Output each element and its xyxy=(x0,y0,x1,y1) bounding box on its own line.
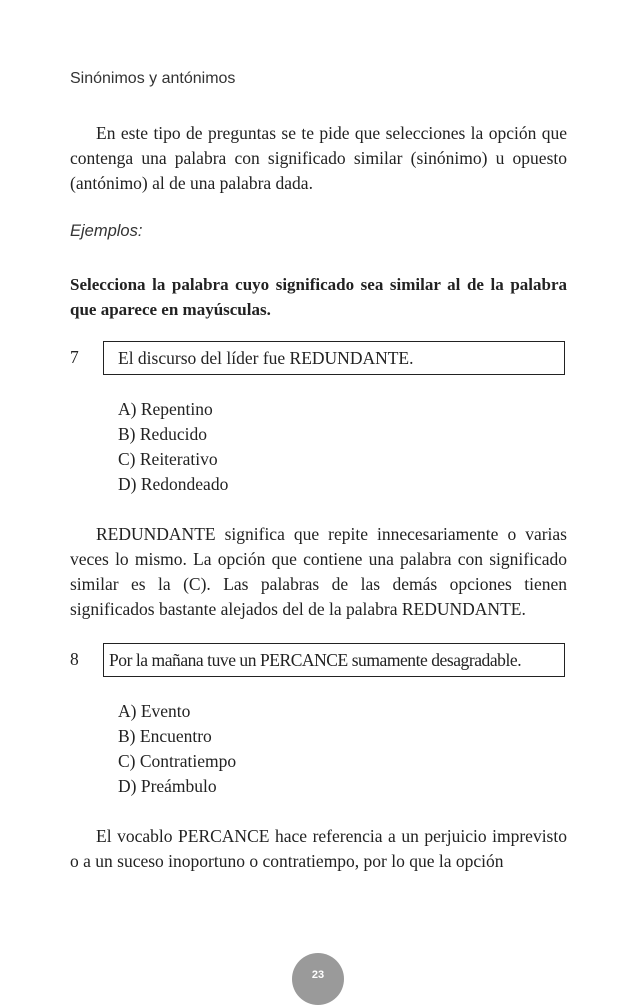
question-prompt-box: Por la mañana tuve un PERCANCE sumamente desagradable. xyxy=(103,643,565,677)
question-options xyxy=(118,699,236,799)
question-number: 7 xyxy=(70,347,79,367)
option-c: C) Reiterativo xyxy=(118,449,218,469)
option-a: A) Repentino xyxy=(118,399,213,419)
question-prompt-box: El discurso del líder fue REDUNDANTE. xyxy=(103,341,565,375)
option-d: D) Preámbulo xyxy=(118,776,217,796)
explanation-paragraph: El vocablo PERCANCE hace referencia a un perjuicio imprevisto o a un suceso inoportuno o contratiempo, por lo que la opción xyxy=(70,826,567,871)
option-b: B) Reducido xyxy=(118,424,207,444)
option-c: C) Contratiempo xyxy=(118,751,237,771)
examples-label: Ejemplos: xyxy=(70,222,143,240)
option-d: D) Redondeado xyxy=(118,474,229,494)
question-number: 8 xyxy=(70,649,79,669)
intro-paragraph: En este tipo de preguntas se te pide que selecciones la opción que contenga una palabra con significado similar (sinónimo) u opuesto (antónimo) al de una palabra dada. xyxy=(70,123,567,193)
question-options xyxy=(118,397,228,497)
page-number-badge: 23 xyxy=(292,953,344,1005)
section-title: Sinónimos y antónimos xyxy=(70,70,236,87)
instruction-text: Selecciona la palabra cuyo significado sea similar al de la palabra que aparece en mayúsculas. xyxy=(70,275,567,319)
option-a: A) Evento xyxy=(118,701,191,721)
option-b: B) Encuentro xyxy=(118,726,212,746)
explanation-paragraph: REDUNDANTE significa que repite innecesariamente o varias veces lo mismo. La opción que contiene una palabra con significado similar es la (C). Las palabras de las demás opciones tienen significados bastante alejados del de la palabra REDUNDANTE. xyxy=(70,524,567,619)
